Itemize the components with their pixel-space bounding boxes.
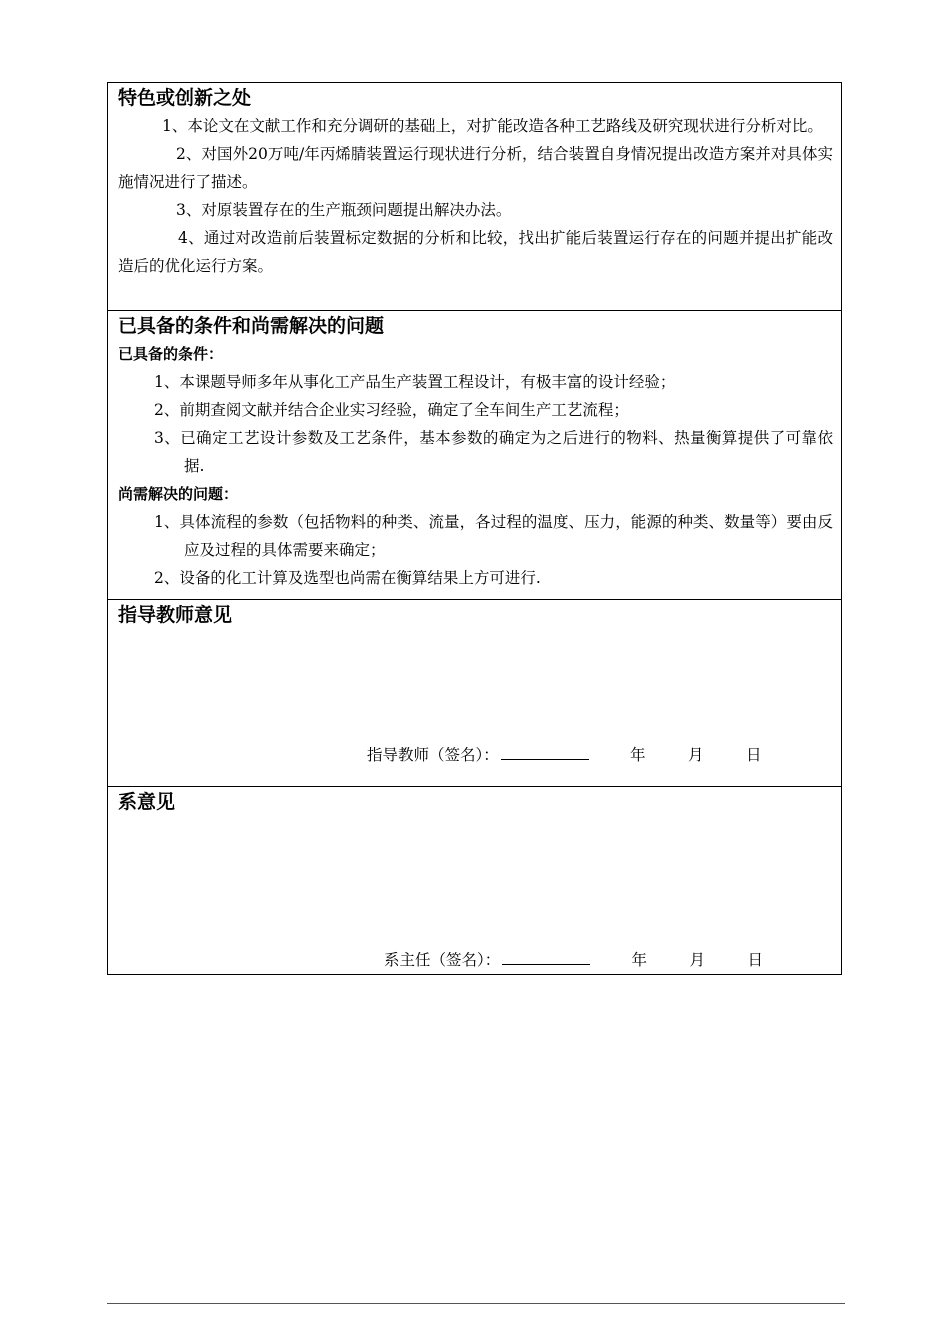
department-signature-field[interactable] xyxy=(502,948,590,965)
proposal-form-table xyxy=(107,82,842,975)
feature-point-2: 2、对国外20万吨/年丙烯腈装置运行现状进行分析，结合装置自身情况提出改造方案并对具体实施情况进行了描述。 xyxy=(118,145,833,191)
feature-point-4: 4、通过对改造前后装置标定数据的分析和比较，找出扩能后装置运行存在的问题并提出扩能改造后的优化运行方案。 xyxy=(118,229,833,275)
advisor-year-label: 年 xyxy=(630,746,646,764)
department-year-label: 年 xyxy=(631,951,648,969)
department-day-label: 日 xyxy=(747,951,764,969)
features-section xyxy=(108,84,841,311)
department-signature-line xyxy=(384,948,784,972)
available-condition-2: 2、前期查阅文献并结合企业实习经验，确定了全车间生产工艺流程； xyxy=(154,401,629,419)
feature-point-1: 1、本论文在文献工作和充分调研的基础上，对扩能改造各种工艺路线及研究现状进行分析对比。 xyxy=(162,117,823,135)
conditions-title: 已具备的条件和尚需解决的问题 xyxy=(118,315,385,337)
available-conditions-heading: 已具备的条件： xyxy=(118,345,224,363)
advisor-day-label: 日 xyxy=(746,746,762,764)
department-opinion-title: 系意见 xyxy=(118,791,176,813)
feature-point-3: 3、对原装置存在的生产瓶颈问题提出解决办法。 xyxy=(176,201,512,219)
pending-issue-1: 1、具体流程的参数（包括物料的种类、流量，各过程的温度、压力，能源的种类、数量等）要由反应及过程的具体需要来确定； xyxy=(154,513,833,559)
conditions-section xyxy=(108,312,841,600)
advisor-signature-label: 指导教师（签名）： xyxy=(367,746,499,764)
pending-issue-2: 2、设备的化工计算及选型也尚需在衡算结果上方可进行. xyxy=(154,569,541,587)
advisor-opinion-title: 指导教师意见 xyxy=(118,604,233,626)
available-condition-1: 1、本课题导师多年从事化工产品生产装置工程设计，有极丰富的设计经验； xyxy=(154,373,676,391)
advisor-signature-line xyxy=(367,743,783,767)
available-condition-3: 3、已确定工艺设计参数及工艺条件，基本参数的确定为之后进行的物料、热量衡算提供了可靠依据. xyxy=(154,429,833,475)
features-title: 特色或创新之处 xyxy=(118,87,252,109)
department-opinion-section xyxy=(108,788,841,974)
department-month-label: 月 xyxy=(689,951,706,969)
pending-issues-heading: 尚需解决的问题： xyxy=(118,485,239,503)
advisor-opinion-section xyxy=(108,601,841,787)
advisor-signature-field[interactable] xyxy=(501,743,589,760)
advisor-month-label: 月 xyxy=(688,746,704,764)
page-footer-rule xyxy=(107,1303,845,1304)
department-signature-label: 系主任（签名）： xyxy=(384,951,501,969)
